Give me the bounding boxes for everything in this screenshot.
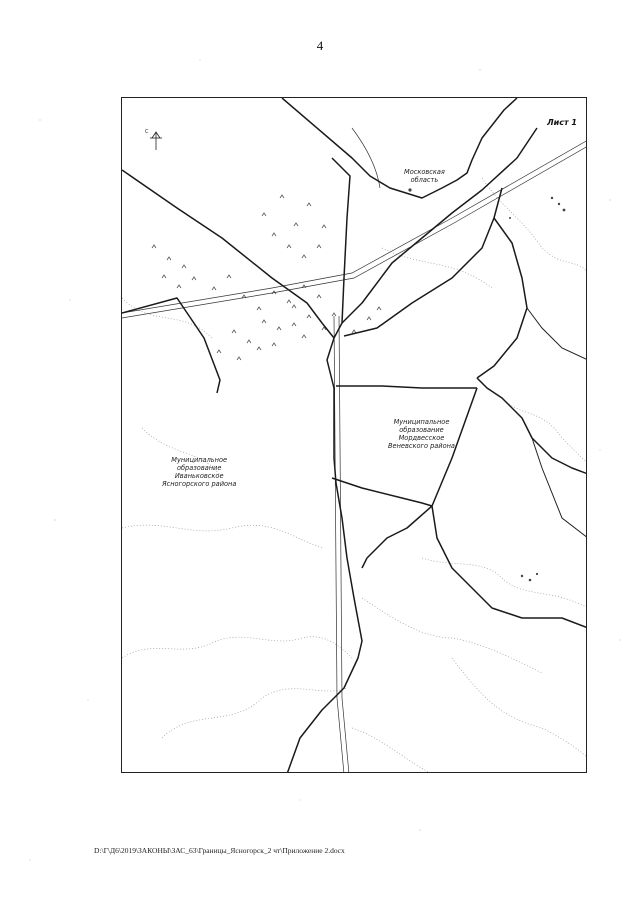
roads <box>122 128 587 773</box>
boundary-lines <box>122 98 587 773</box>
north-arrow-icon <box>150 132 162 150</box>
footer-file-path: D:\Г\Д6\2019\ЗАКОНЫ\ЗАС_63\Границы_Ясногорск_2 чт\Приложение 2.docx <box>94 846 345 855</box>
region-label-moscow-oblast: Московская область <box>404 168 445 184</box>
page-number: 4 <box>316 38 324 53</box>
map-frame <box>121 97 587 773</box>
settlement-dots <box>408 188 565 581</box>
region-label-mordvesskoe: Муниципальное образование Мордвесское Веневского района <box>388 418 455 450</box>
region-label-ivankovskoe: Муниципальное образование Иваньковское Ясногорского района <box>162 456 237 488</box>
boundary-map <box>122 98 587 773</box>
north-arrow-label: С <box>145 129 149 135</box>
right-boundary-lines <box>527 308 587 538</box>
sheet-label: Лист 1 <box>547 118 577 127</box>
